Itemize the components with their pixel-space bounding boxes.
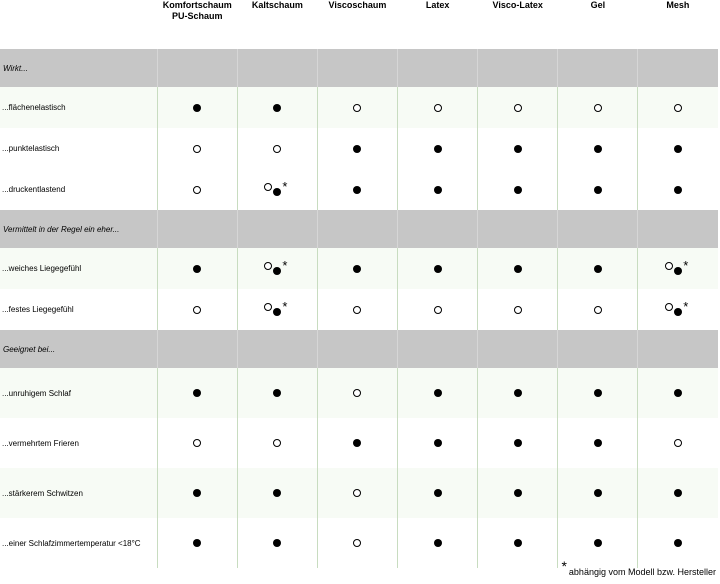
filled-circle-icon [514, 539, 522, 547]
rating-cell [638, 128, 718, 169]
filled-circle-icon [353, 145, 361, 153]
model-dependent-marker [262, 257, 292, 277]
filled-circle-icon [273, 104, 281, 112]
col-header-komfortschaum [157, 0, 237, 49]
rating-cell [558, 169, 638, 210]
rating-cell [398, 418, 478, 468]
filled-circle-icon [434, 145, 442, 153]
table-row [0, 248, 718, 289]
empty-circle-icon [193, 439, 201, 447]
section-cell [157, 210, 237, 248]
rating-cell [317, 248, 397, 289]
filled-circle-icon [674, 489, 682, 497]
rating-cell [317, 128, 397, 169]
filled-circle-icon [594, 145, 602, 153]
filled-circle-icon [353, 186, 361, 194]
rating-cell [157, 128, 237, 169]
filled-circle-icon [514, 489, 522, 497]
section-cell [558, 210, 638, 248]
filled-circle-icon [674, 267, 682, 275]
empty-circle-icon [264, 303, 272, 311]
empty-circle-icon [193, 186, 201, 194]
rating-cell [478, 248, 558, 289]
rating-cell [317, 368, 397, 418]
filled-circle-icon [594, 539, 602, 547]
row-label: ...vermehrtem Frieren [2, 438, 79, 448]
asterisk-icon: * [683, 298, 689, 314]
section-cell [638, 330, 718, 368]
footnote [561, 558, 716, 578]
empty-circle-icon [264, 262, 272, 270]
col-header-label: Viscoschaum [328, 0, 387, 10]
table-row [0, 289, 718, 330]
empty-circle-icon [665, 303, 673, 311]
table-body [0, 49, 718, 568]
section-row [0, 330, 718, 368]
filled-circle-icon [514, 186, 522, 194]
rating-cell [398, 248, 478, 289]
rating-cell [237, 518, 317, 568]
empty-circle-icon [353, 539, 361, 547]
rating-cell [157, 418, 237, 468]
row-label: ...weiches Liegegefühl [2, 264, 82, 273]
filled-circle-icon [193, 265, 201, 273]
rating-cell [478, 169, 558, 210]
section-cell [237, 330, 317, 368]
col-header-label: Mesh [666, 0, 690, 10]
rating-cell [398, 87, 478, 128]
table-row [0, 128, 718, 169]
rating-cell [558, 518, 638, 568]
empty-circle-icon [353, 389, 361, 397]
section-cell [157, 49, 237, 87]
section-cell [398, 330, 478, 368]
rating-cell [317, 518, 397, 568]
filled-circle-icon [594, 265, 602, 273]
table-row [0, 368, 718, 418]
section-cell [478, 49, 558, 87]
footnote-text: abhängig vom Modell bzw. Hersteller [568, 567, 716, 577]
rating-cell [157, 468, 237, 518]
rating-cell [157, 248, 237, 289]
col-header-label: Latex [425, 0, 450, 10]
model-dependent-marker [262, 298, 292, 318]
col-header-kaltschaum [237, 0, 317, 49]
rating-cell [237, 169, 317, 210]
col-header-label: Gel [590, 0, 606, 10]
rating-cell [638, 248, 718, 289]
empty-circle-icon [665, 262, 673, 270]
filled-circle-icon [193, 489, 201, 497]
col-header-mesh [638, 0, 718, 49]
filled-circle-icon [434, 265, 442, 273]
footnote-star: * [561, 558, 567, 574]
model-dependent-marker [663, 257, 693, 277]
col-header-label: Komfortschaum PU-Schaum [162, 0, 232, 21]
rating-cell [157, 169, 237, 210]
header-row [0, 0, 718, 49]
rating-cell [638, 169, 718, 210]
filled-circle-icon [434, 389, 442, 397]
section-cell [638, 210, 718, 248]
rating-cell [558, 248, 638, 289]
filled-circle-icon [514, 389, 522, 397]
filled-circle-icon [273, 267, 281, 275]
rating-cell [478, 289, 558, 330]
asterisk-icon: * [282, 257, 288, 273]
rating-cell [558, 87, 638, 128]
asterisk-icon: * [683, 257, 689, 273]
filled-circle-icon [434, 186, 442, 194]
rating-cell [157, 87, 237, 128]
model-dependent-marker [663, 298, 693, 318]
section-cell [478, 210, 558, 248]
filled-circle-icon [434, 539, 442, 547]
rating-cell [638, 468, 718, 518]
row-label: ...festes Liegegefühl [2, 305, 74, 314]
col-header-label: Visco-Latex [492, 0, 543, 10]
section-cell [398, 210, 478, 248]
empty-circle-icon [434, 104, 442, 112]
section-row [0, 210, 718, 248]
filled-circle-icon [514, 439, 522, 447]
empty-circle-icon [674, 439, 682, 447]
rating-cell [558, 418, 638, 468]
rating-cell [398, 468, 478, 518]
rating-cell [317, 418, 397, 468]
col-header-viscoschaum [317, 0, 397, 49]
section-cell [398, 49, 478, 87]
row-label: ...einer Schlafzimmertemperatur <18°C [2, 538, 141, 548]
table-row [0, 169, 718, 210]
rating-cell [317, 468, 397, 518]
rating-cell [237, 128, 317, 169]
rating-cell [157, 289, 237, 330]
empty-circle-icon [264, 183, 272, 191]
empty-circle-icon [353, 306, 361, 314]
row-label: ...druckentlastend [2, 185, 66, 194]
rating-cell [638, 289, 718, 330]
rating-cell [157, 368, 237, 418]
rating-cell [638, 518, 718, 568]
rating-cell [237, 289, 317, 330]
filled-circle-icon [674, 186, 682, 194]
col-header-gel [558, 0, 638, 49]
filled-circle-icon [434, 489, 442, 497]
empty-circle-icon [353, 104, 361, 112]
asterisk-icon: * [282, 298, 288, 314]
filled-circle-icon [353, 265, 361, 273]
header-corner [0, 0, 157, 49]
section-title: Vermittelt in der Regel ein eher... [0, 210, 157, 248]
empty-circle-icon [193, 145, 201, 153]
rating-cell [398, 128, 478, 169]
filled-circle-icon [273, 389, 281, 397]
filled-circle-icon [674, 539, 682, 547]
filled-circle-icon [594, 186, 602, 194]
row-label: ...unruhigem Schlaf [2, 388, 71, 398]
rating-cell [317, 87, 397, 128]
filled-circle-icon [193, 539, 201, 547]
rating-cell [638, 418, 718, 468]
empty-circle-icon [594, 306, 602, 314]
rating-cell [478, 87, 558, 128]
rating-cell [558, 289, 638, 330]
section-cell [237, 210, 317, 248]
filled-circle-icon [594, 489, 602, 497]
table-row [0, 468, 718, 518]
filled-circle-icon [273, 188, 281, 196]
rating-cell [237, 418, 317, 468]
empty-circle-icon [514, 104, 522, 112]
rating-cell [638, 87, 718, 128]
section-cell [558, 49, 638, 87]
filled-circle-icon [353, 439, 361, 447]
row-label: ...flächenelastisch [2, 103, 66, 112]
filled-circle-icon [193, 104, 201, 112]
section-cell [157, 330, 237, 368]
model-dependent-marker [262, 178, 292, 198]
col-header-visco-latex [478, 0, 558, 49]
rating-cell [317, 169, 397, 210]
filled-circle-icon [674, 145, 682, 153]
table-row [0, 418, 718, 468]
rating-cell [638, 368, 718, 418]
rating-cell [478, 128, 558, 169]
section-cell [317, 49, 397, 87]
empty-circle-icon [273, 145, 281, 153]
rating-cell [478, 468, 558, 518]
rating-cell [558, 128, 638, 169]
section-title: Wirkt... [0, 49, 157, 87]
filled-circle-icon [193, 389, 201, 397]
section-cell [237, 49, 317, 87]
section-cell [558, 330, 638, 368]
rating-cell [398, 169, 478, 210]
rating-cell [398, 289, 478, 330]
table-row [0, 518, 718, 568]
empty-circle-icon [273, 439, 281, 447]
filled-circle-icon [514, 145, 522, 153]
rating-cell [398, 368, 478, 418]
filled-circle-icon [674, 308, 682, 316]
empty-circle-icon [594, 104, 602, 112]
filled-circle-icon [273, 539, 281, 547]
section-title: Geeignet bei... [0, 330, 157, 368]
filled-circle-icon [514, 265, 522, 273]
empty-circle-icon [434, 306, 442, 314]
rating-cell [237, 368, 317, 418]
rating-cell [157, 518, 237, 568]
rating-cell [558, 468, 638, 518]
table-row [0, 87, 718, 128]
rating-cell [317, 289, 397, 330]
rating-cell [478, 418, 558, 468]
col-header-label: Kaltschaum [251, 0, 303, 10]
section-cell [317, 330, 397, 368]
col-header-latex [398, 0, 478, 49]
rating-cell [558, 368, 638, 418]
empty-circle-icon [514, 306, 522, 314]
rating-cell [237, 248, 317, 289]
empty-circle-icon [353, 489, 361, 497]
rating-cell [237, 468, 317, 518]
filled-circle-icon [434, 439, 442, 447]
empty-circle-icon [674, 104, 682, 112]
section-cell [317, 210, 397, 248]
rating-cell [237, 87, 317, 128]
section-row [0, 49, 718, 87]
rating-cell [478, 368, 558, 418]
filled-circle-icon [273, 308, 281, 316]
empty-circle-icon [193, 306, 201, 314]
asterisk-icon: * [282, 178, 288, 194]
filled-circle-icon [594, 439, 602, 447]
row-label: ...punktelastisch [2, 144, 60, 153]
section-cell [638, 49, 718, 87]
filled-circle-icon [273, 489, 281, 497]
filled-circle-icon [674, 389, 682, 397]
section-cell [478, 330, 558, 368]
row-label: ...stärkerem Schwitzen [2, 488, 83, 498]
filled-circle-icon [594, 389, 602, 397]
rating-cell [398, 518, 478, 568]
rating-cell [478, 518, 558, 568]
